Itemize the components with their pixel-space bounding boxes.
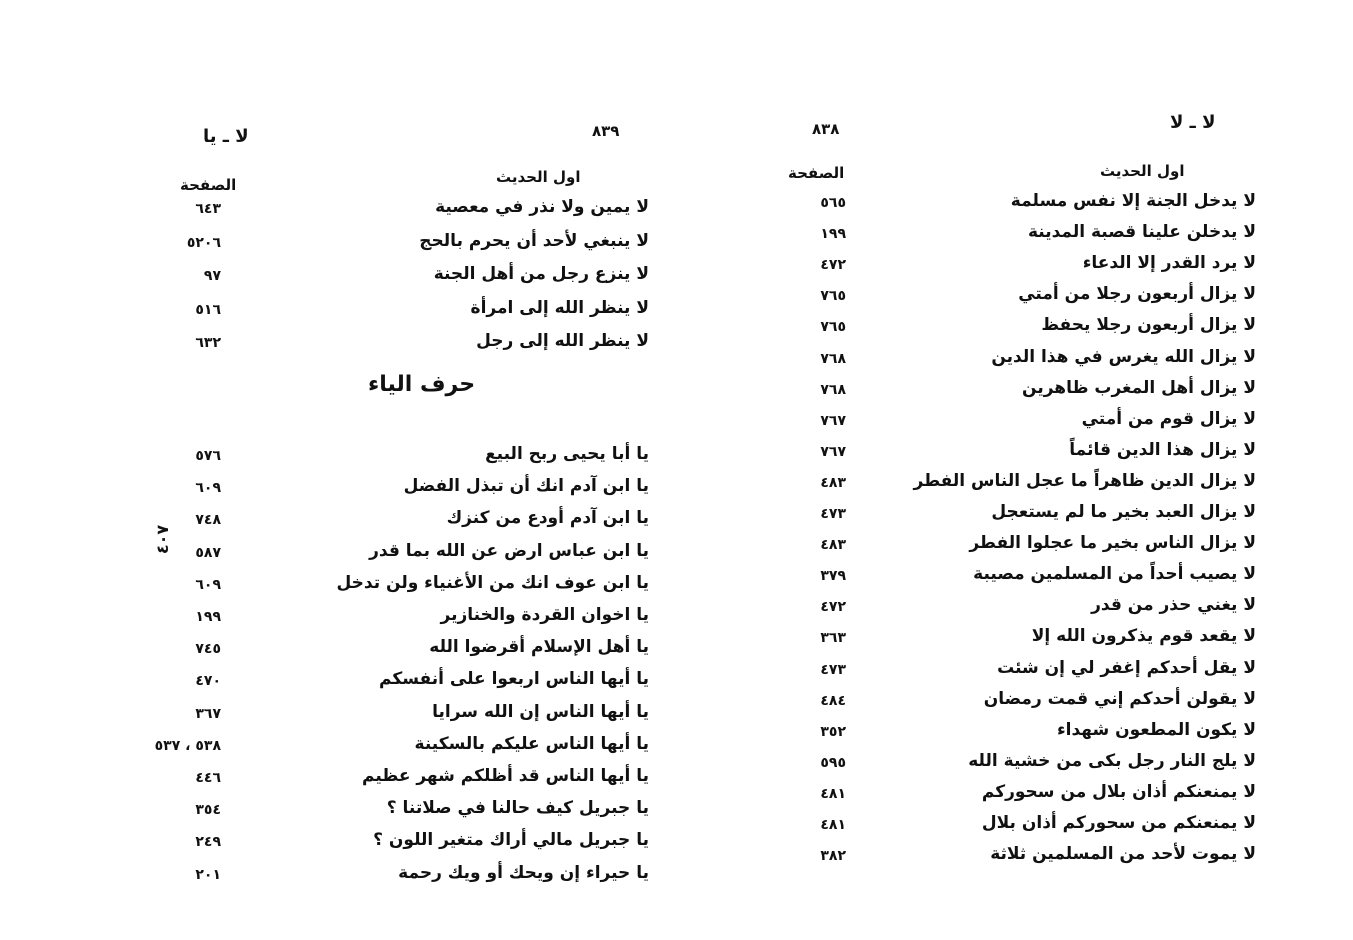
entry-text: لا يمنعنكم أذان بلال من سحوركم <box>981 781 1256 802</box>
entry-page-number: ٧٦٥ <box>820 319 846 336</box>
entry-page-number: ٤٧٣ <box>820 661 846 678</box>
entry-page-number: ٣٥٢ <box>820 723 846 740</box>
entry-text: لا يكون المطعون شهداء <box>1056 719 1256 740</box>
section-heading-ya: حرف الياء <box>368 372 476 397</box>
entry-page-number: ٢٠١ <box>195 866 221 883</box>
entry-page-number: ٢٤٩ <box>195 834 221 851</box>
entry-page-number: ٥٩٥ <box>820 754 846 771</box>
right-col-header-page: الصفحة <box>788 164 845 182</box>
entry-page-number: ٣٨٢ <box>820 848 846 865</box>
entry-page-number: ٩٧ <box>203 268 221 284</box>
entry-text: لا يزال الدين ظاهراً ما عجل الناس الفطر <box>913 470 1256 491</box>
entry-text: يا جبريل كيف حالنا في صلاتنا ؟ <box>386 798 649 819</box>
entry-page-number: ٤٨١ <box>820 817 846 833</box>
entry-text: لا يزال العبد بخير ما لم يستعجل <box>991 502 1256 522</box>
entry-text: لا يدخل الجنة إلا نفس مسلمة <box>1010 191 1256 211</box>
entry-text: لا يمنعنكم من سحوركم أذان بلال <box>981 813 1256 833</box>
entry-text: لا يلج النار رجل بكى من خشية الله <box>968 750 1256 771</box>
entry-page-number: ٥٢٠٦ <box>186 234 221 251</box>
entry-text: لا يمين ولا نذر في معصية <box>435 197 649 217</box>
entry-text: لا يزال الناس بخير ما عجلوا الفطر <box>969 533 1256 554</box>
entry-page-number: ٥٨٧ <box>195 544 221 561</box>
entry-text: يا أهل الإسلام أقرضوا الله <box>429 637 649 658</box>
entry-page-number: ٤٧٢ <box>820 257 846 274</box>
entry-text: لا يموت لأحد من المسلمين ثلاثة <box>990 844 1256 865</box>
entry-page-number: ٥٣٨ ، ٥٣٧ <box>154 737 221 754</box>
entry-page-number: ٤٧٣ <box>820 506 846 522</box>
entry-text: لا يزال قوم من أمتي <box>1081 408 1256 429</box>
entry-page-number: ٧٤٥ <box>195 641 221 658</box>
entry-text: لا يغني حذر من قدر <box>1091 595 1256 616</box>
entry-text: يا ابن عوف انك من الأغنياء ولن تدخل <box>336 572 649 593</box>
entry-text: لا ينظر الله إلى امرأة <box>470 297 649 318</box>
entry-text: يا حيراء إن ويحك أو ويك رحمة <box>398 862 649 883</box>
left-col-header-hadith: اول الحديث <box>496 168 581 186</box>
entry-page-number: ٤٧٠ <box>195 673 221 690</box>
entry-page-number: ٦٤٣ <box>195 201 221 217</box>
entry-page-number: ٦٠٩ <box>195 576 221 593</box>
entry-page-number: ٥٦٥ <box>820 195 846 211</box>
entry-page-number: ٧٦٧ <box>820 443 846 460</box>
entry-page-number: ٤٨٤ <box>820 692 846 709</box>
entry-text: لا يزال أربعون رجلا من أمتي <box>1018 284 1256 305</box>
entry-text: يا أيها الناس إن الله سرايا <box>432 701 649 722</box>
entry-text: يا أيها الناس عليكم بالسكينة <box>414 733 649 754</box>
entry-text: يا ابن آدم أودع من كنزك <box>446 508 649 529</box>
left-page-number: ٨٣٩ <box>592 122 620 140</box>
right-col-header-hadith: اول الحديث <box>1100 162 1185 180</box>
entry-text: لا يقولن أحدكم إني قمت رمضان <box>983 688 1256 709</box>
side-page-number: ٤٠٧ <box>153 524 173 555</box>
entry-text: لا يزال أربعون رجلا يحفظ <box>1041 315 1256 336</box>
entry-text: يا أيها الناس اربعوا على أنفسكم <box>379 669 649 690</box>
entry-text: لا يزال أهل المغرب ظاهرين <box>1022 377 1256 398</box>
entry-text: لا يدخلن علينا قصبة المدينة <box>1027 222 1256 243</box>
entry-page-number: ١٩٩ <box>820 226 846 243</box>
entry-page-number: ٣٦٧ <box>195 705 221 722</box>
entry-page-number: ٥٧٦ <box>195 448 221 464</box>
left-col-header-page: الصفحة <box>180 176 237 194</box>
entry-text: لا يصيب أحداً من المسلمين مصيبة <box>973 564 1256 585</box>
entry-page-number: ٤٨٣ <box>820 474 846 491</box>
entry-text: يا ابن عباس ارض عن الله بما قدر <box>369 540 649 561</box>
entry-page-number: ٥١٦ <box>195 301 221 318</box>
entry-page-number: ٧٦٨ <box>820 350 846 367</box>
entry-text: لا يقعد قوم يذكرون الله إلا <box>1031 626 1256 647</box>
entry-page-number: ٣٥٤ <box>195 802 221 819</box>
left-running-title: لا ـ يا <box>203 126 249 147</box>
entry-page-number: ٧٦٧ <box>820 412 846 429</box>
entry-text: يا أبا يحيى ربح البيع <box>485 444 649 464</box>
entry-text: لا يزال الله يغرس في هذا الدين <box>991 346 1256 367</box>
entry-text: يا اخوان القردة والخنازير <box>440 605 649 625</box>
entry-text: لا يقل أحدكم إغفر لي إن شئت <box>997 657 1256 678</box>
entry-page-number: ٦٣٢ <box>195 335 221 351</box>
entry-page-number: ٦٠٩ <box>195 480 221 497</box>
entry-page-number: ٤٧٢ <box>820 599 846 616</box>
right-running-title: لا ـ لا <box>1170 112 1216 133</box>
entry-text: لا يزال هذا الدين قائماً <box>1069 439 1256 460</box>
entry-page-number: ٧٤٨ <box>195 512 221 529</box>
entry-text: لا ينظر الله إلى رجل <box>476 331 649 351</box>
entry-page-number: ٤٤٦ <box>195 770 221 786</box>
entry-text: يا جبريل مالي أراك متغير اللون ؟ <box>373 830 649 851</box>
entry-text: لا ينزع رجل من أهل الجنة <box>433 264 649 284</box>
entry-text: لا ينبغي لأحد أن يحرم بالحج <box>419 230 649 251</box>
entry-text: لا يرد القدر إلا الدعاء <box>1082 253 1256 274</box>
entry-page-number: ٣٧٩ <box>820 568 846 585</box>
entry-page-number: ٤٨٣ <box>820 537 846 554</box>
entry-page-number: ٧٦٥ <box>820 288 846 305</box>
entry-page-number: ٤٨١ <box>820 785 846 802</box>
entry-page-number: ١٩٩ <box>195 609 221 625</box>
right-page-number: ٨٣٨ <box>812 120 840 138</box>
entry-text: يا ابن آدم انك أن تبذل الفضل <box>403 476 649 497</box>
entry-page-number: ٧٦٨ <box>820 381 846 398</box>
entry-page-number: ٣٦٣ <box>820 630 846 647</box>
entry-text: يا أيها الناس قد أظلكم شهر عظيم <box>362 766 649 786</box>
